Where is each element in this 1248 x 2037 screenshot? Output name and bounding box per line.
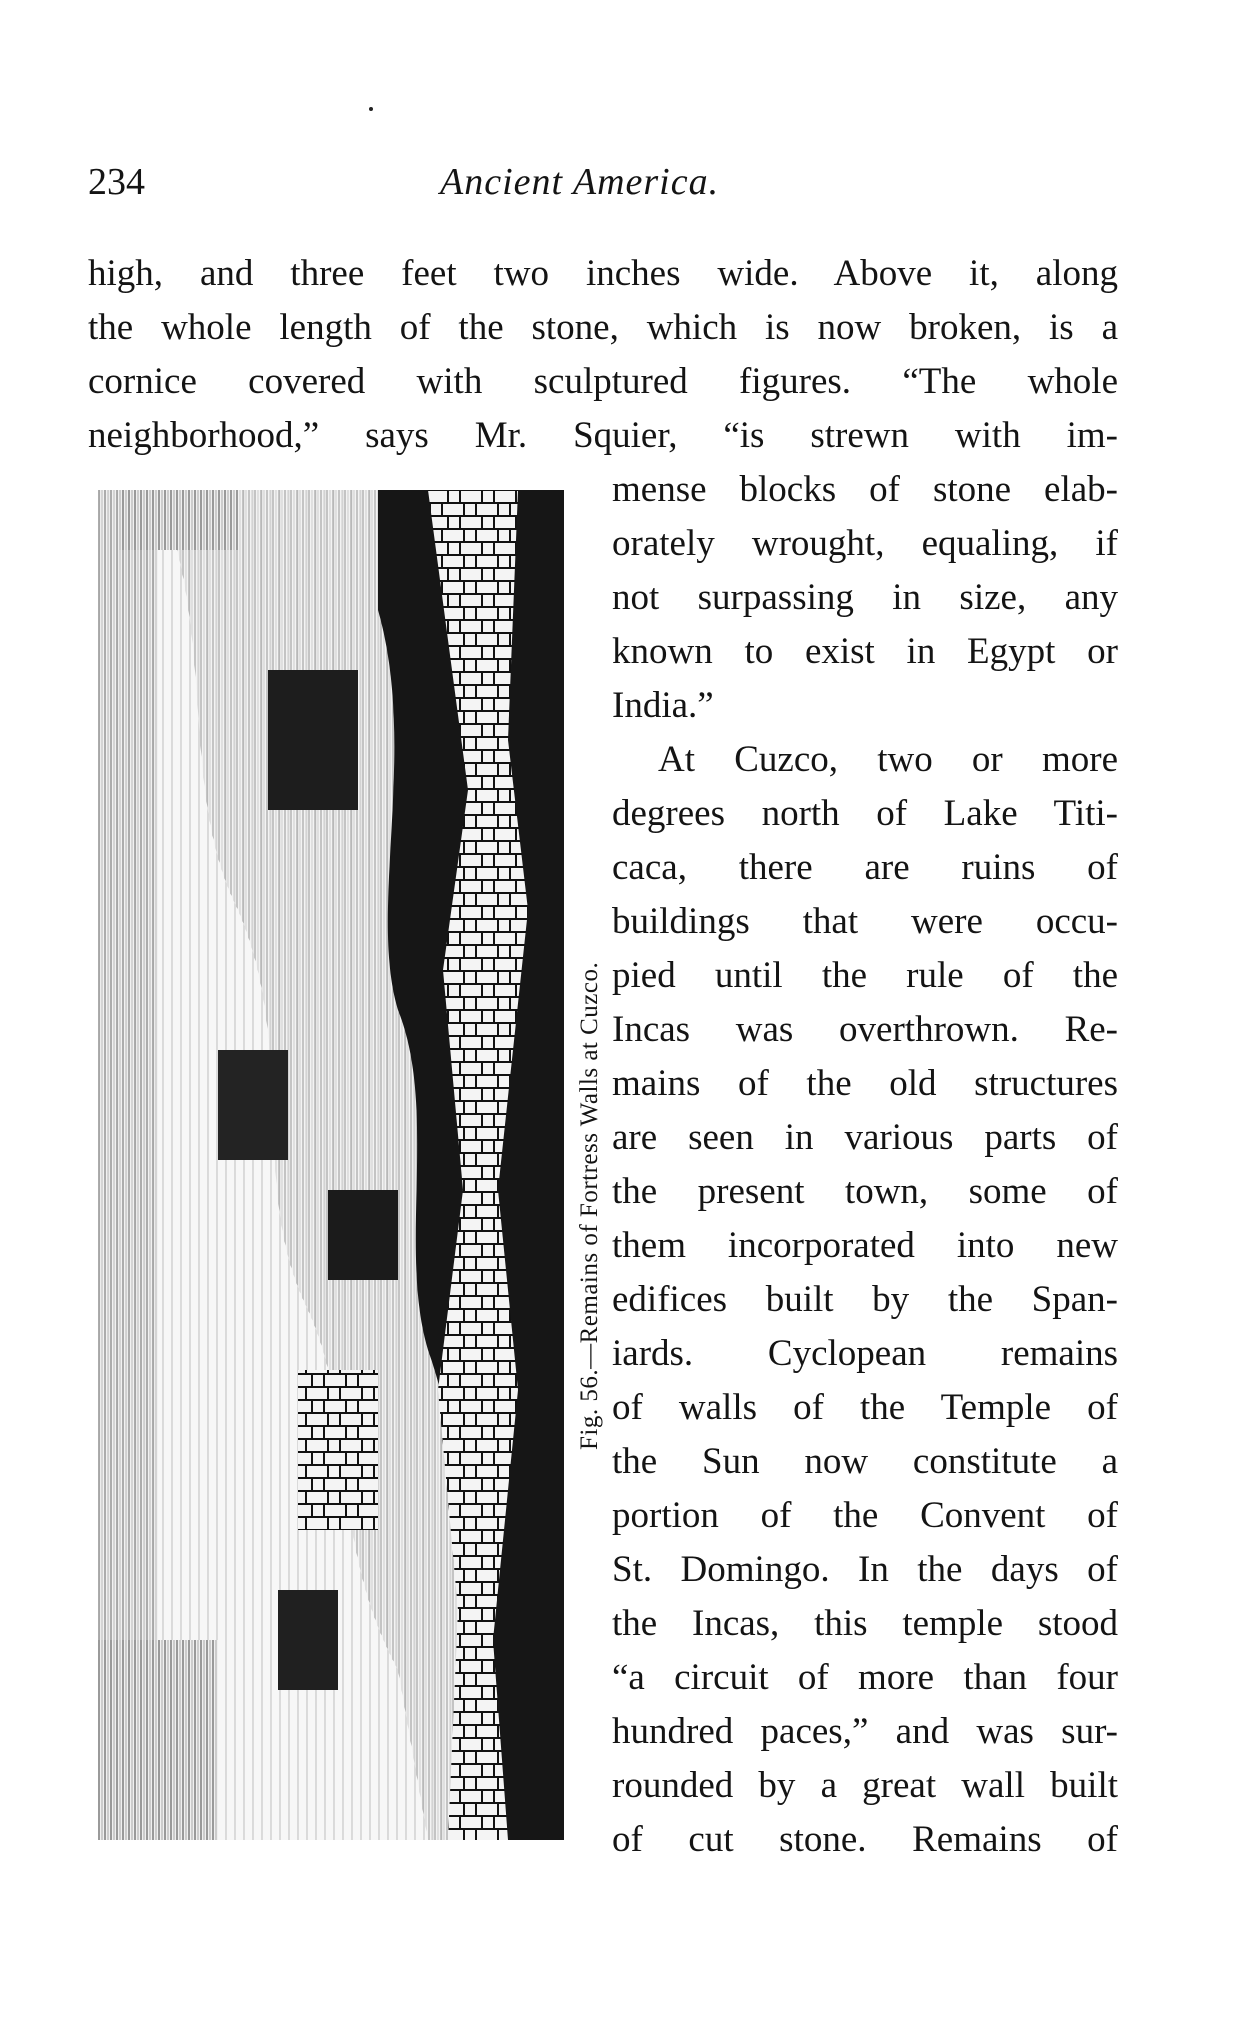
column-line: St. Domingo. In the days of <box>612 1549 1118 1590</box>
column-line: the Sun now constitute a <box>612 1441 1118 1482</box>
column-line: are seen in various parts of <box>612 1117 1118 1158</box>
column-line: pied until the rule of the <box>612 955 1118 996</box>
body-line-1: high, and three feet two inches wide. Above it, along <box>88 253 1118 294</box>
column-line: hundred paces,” and was sur- <box>612 1711 1118 1752</box>
column-line: the present town, some of <box>612 1171 1118 1212</box>
column-line: “a circuit of more than four <box>612 1657 1118 1698</box>
column-line: known to exist in Egypt or <box>612 631 1118 672</box>
column-line: portion of the Convent of <box>612 1495 1118 1536</box>
body-line-4: neighborhood,” says Mr. Squier, “is strewn with im- <box>88 415 1118 456</box>
running-title: Ancient America. <box>440 161 720 203</box>
page-number: 234 <box>88 161 145 203</box>
column-line: the Incas, this temple stood <box>612 1603 1118 1644</box>
column-line: mense blocks of stone elab- <box>612 469 1118 510</box>
body-line-3: cornice covered with sculptured figures. “The whole <box>88 361 1118 402</box>
column-line: of walls of the Temple of <box>612 1387 1118 1428</box>
column-line: iards. Cyclopean remains <box>612 1333 1118 1374</box>
column-line: India.” <box>612 685 714 726</box>
column-line: buildings that were occu- <box>612 901 1118 942</box>
column-line: edifices built by the Span- <box>612 1279 1118 1320</box>
column-line: rounded by a great wall built <box>612 1765 1118 1806</box>
column-line: of cut stone. Remains of <box>612 1819 1118 1860</box>
column-line: them incorporated into new <box>612 1225 1118 1266</box>
column-line: not surpassing in size, any <box>612 577 1118 618</box>
column-line: Incas was overthrown. Re- <box>612 1009 1118 1050</box>
fortress-walls-engraving <box>98 490 564 1840</box>
body-line-2: the whole length of the stone, which is now broken, is a <box>88 307 1118 348</box>
column-line: orately wrought, equaling, if <box>612 523 1118 564</box>
column-line: mains of the old structures <box>612 1063 1118 1104</box>
column-line: caca, there are ruins of <box>612 847 1118 888</box>
paragraph-start-line: At Cuzco, two or more <box>658 739 1118 780</box>
print-speck <box>369 107 373 111</box>
figure-caption: Fig. 56.—Remains of Fortress Walls at Cuzco. <box>576 961 603 1450</box>
column-line: degrees north of Lake Titi- <box>612 793 1118 834</box>
